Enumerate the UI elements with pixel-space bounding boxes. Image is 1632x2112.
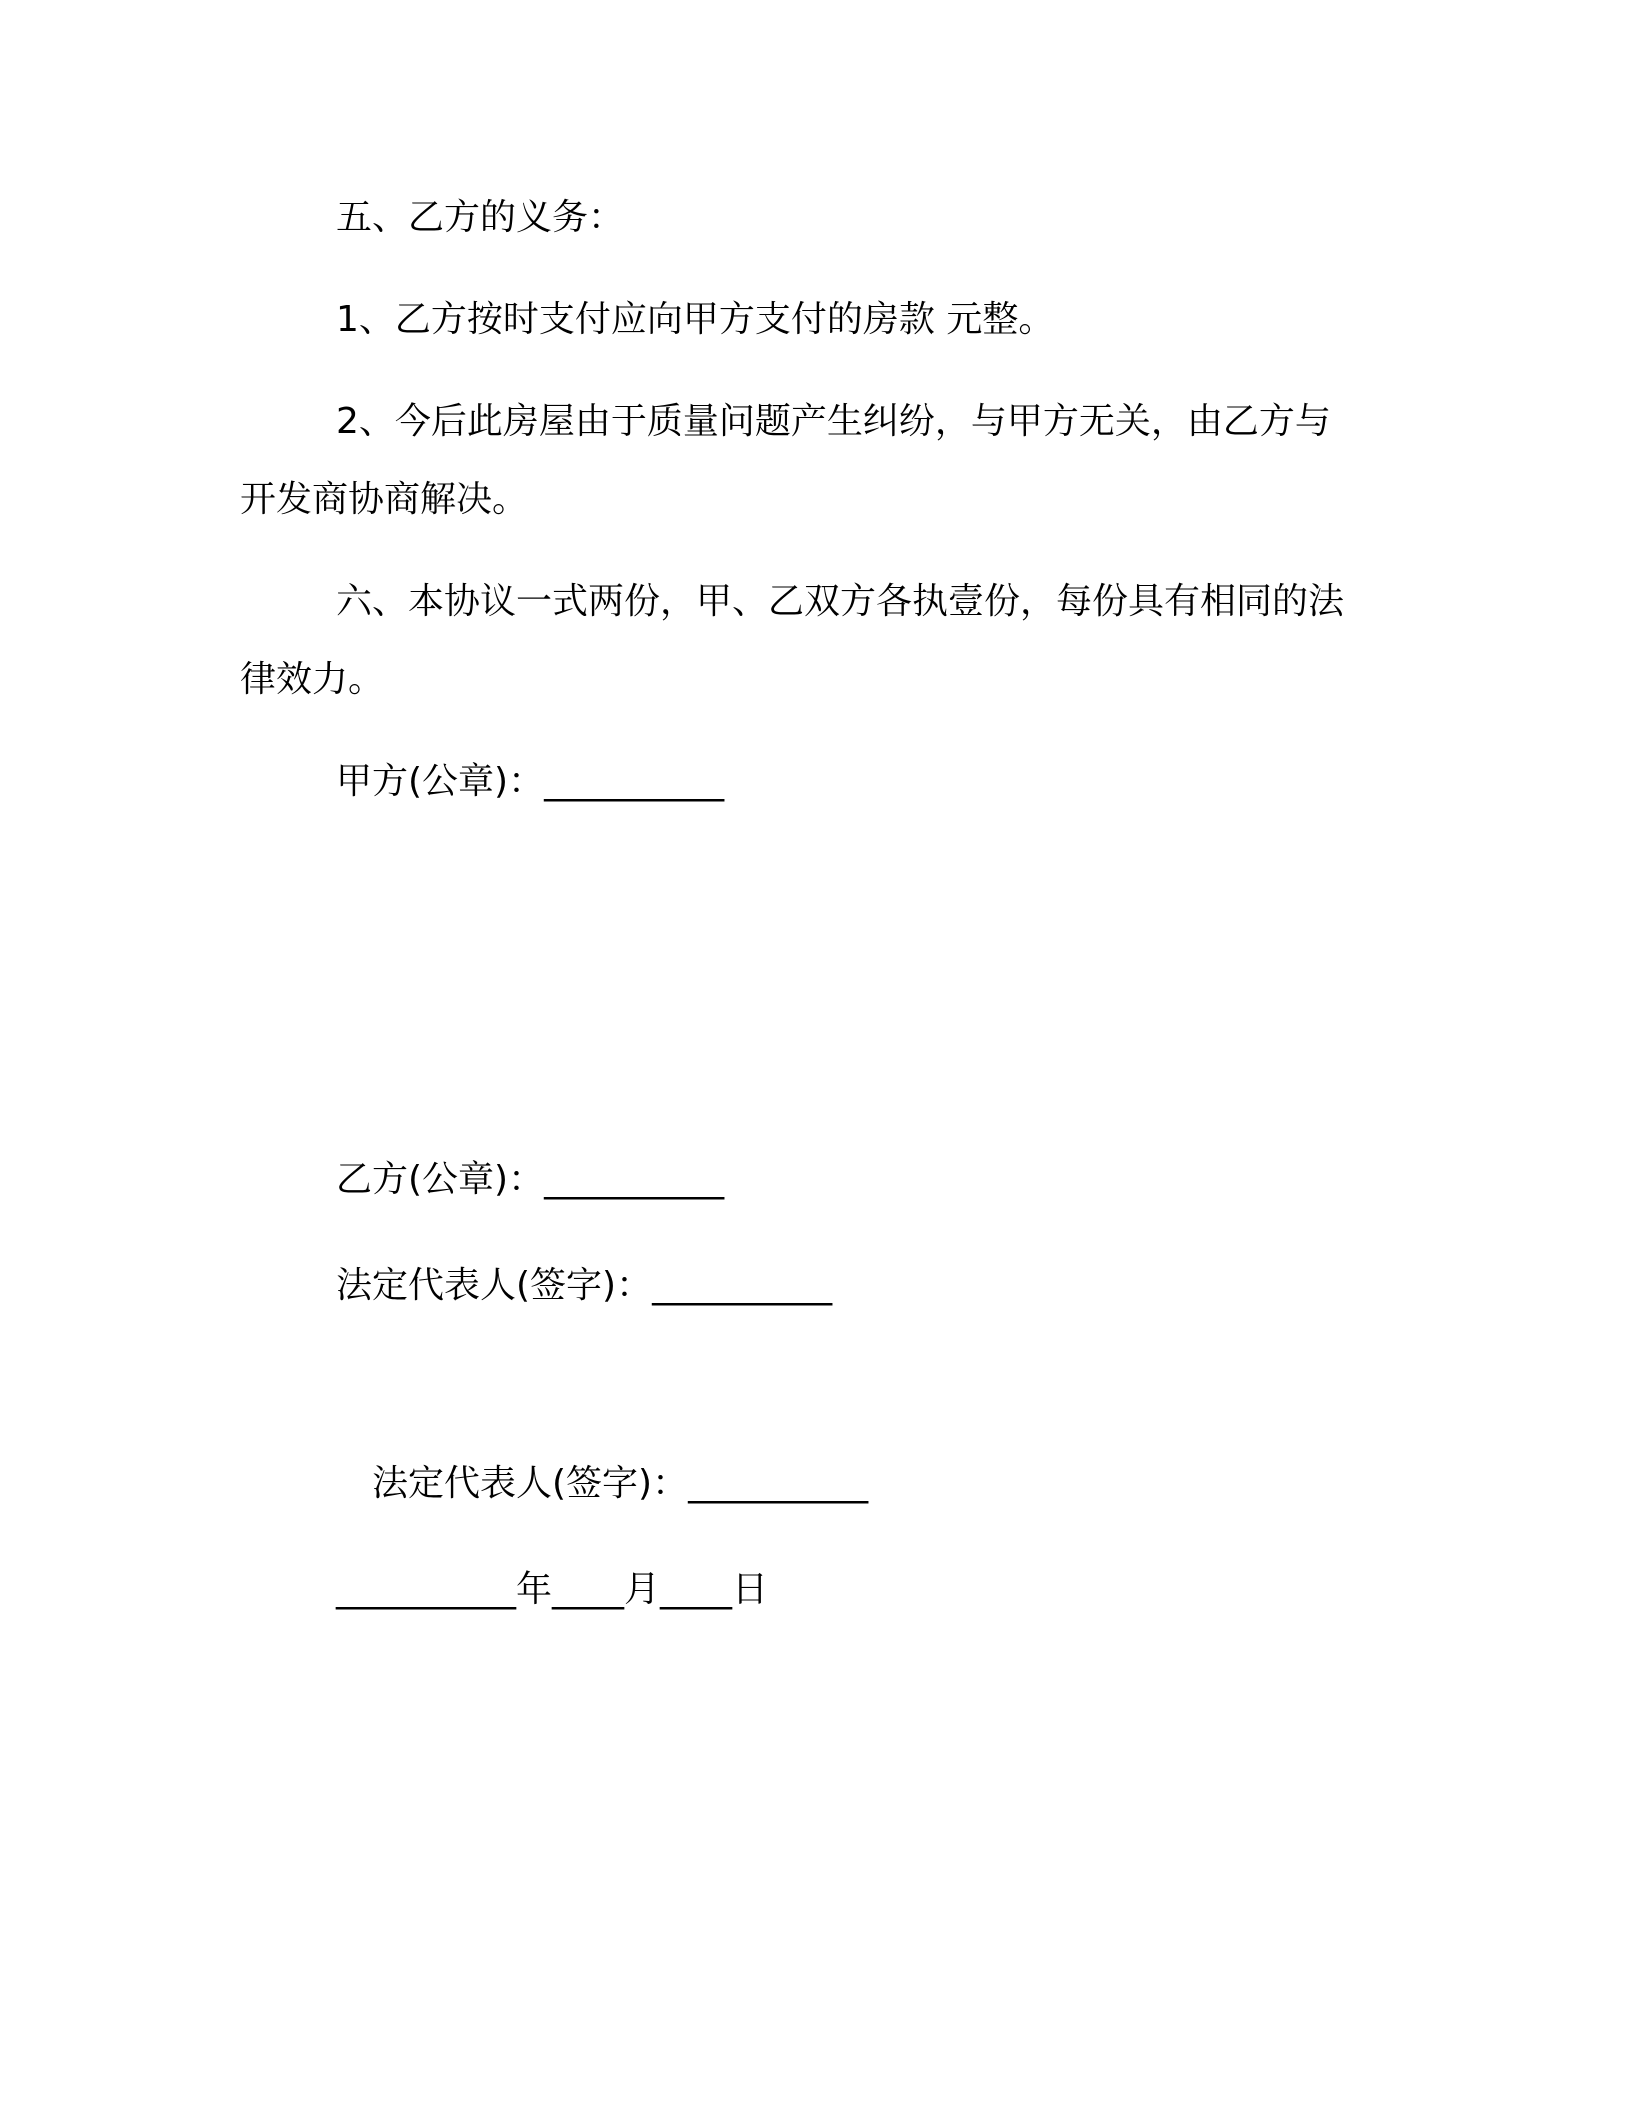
party-a-seal-line: 甲方(公章)：__________ xyxy=(336,761,725,802)
section-5-heading: 五、乙方的义务： xyxy=(336,197,625,238)
section-6-line-2: 律效力。 xyxy=(240,659,385,700)
obligation-item-2-line-1: 2、今后此房屋由于质量问题产生纠纷，与甲方无关，由乙方与 xyxy=(336,401,1331,442)
legal-representative-signature-line-2: 法定代表人(签字)：__________ xyxy=(372,1463,869,1504)
party-b-seal-line: 乙方(公章)：__________ xyxy=(336,1159,725,1200)
obligation-item-1: 1、乙方按时支付应向甲方支付的房款 元整。 xyxy=(336,299,1055,340)
date-line: __________年____月____日 xyxy=(336,1569,768,1610)
section-6-line-1: 六、本协议一式两份，甲、乙双方各执壹份，每份具有相同的法 xyxy=(336,581,1345,622)
obligation-item-2-line-2: 开发商协商解决。 xyxy=(240,479,529,520)
legal-representative-signature-line-1: 法定代表人(签字)：__________ xyxy=(336,1265,833,1306)
